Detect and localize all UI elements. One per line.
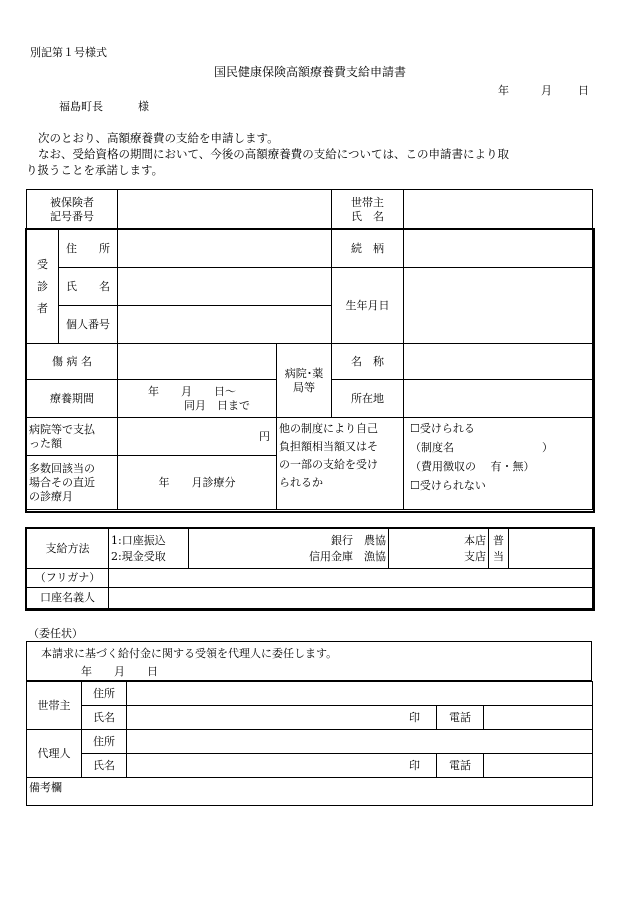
relation-field[interactable] [404,230,593,268]
personal-number-field[interactable] [118,306,332,344]
date-year-label: 年 [498,84,509,97]
patient-label: 受 診 者 [27,230,59,344]
householder-name-label: 氏名 [82,706,127,730]
householder-name-field[interactable] [127,706,437,730]
application-form-table [26,189,593,510]
delegation-heading: （委任状） [28,627,83,640]
addressee: 福島町長 [59,100,103,113]
hospital-label: 病院･薬 局等 [277,344,332,418]
delegation-table [26,681,593,806]
address-field[interactable] [118,230,332,268]
period-to: 同月 日まで [184,398,250,412]
option-cost-collection[interactable]: （費用徴収の 有・無） [410,460,535,473]
agent-phone-field[interactable] [484,754,593,778]
amount-paid-label: 病院等で支払 った額 [27,418,118,456]
furigana-label: （フリガナ） [27,569,109,588]
agent-address-label: 住所 [82,730,127,754]
delegation-date: 年 月 日 [81,665,158,678]
amount-paid-field[interactable] [118,418,277,456]
householder-address-label: 住所 [82,682,127,706]
yen-unit: 円 [259,429,270,443]
form-title: 国民健康保険高額療養費支給申請書 [214,65,407,79]
seal-mark: 印 [409,758,420,772]
hospital-name-field[interactable] [404,344,593,380]
intro-line-3: り扱うことを承諾します。 [26,163,164,177]
agent-phone-label: 電話 [437,754,484,778]
householder-phone-field[interactable] [484,706,593,730]
account-type-label: 普 当 [489,529,509,569]
patient-name-label: 氏 名 [59,268,118,306]
agent-name-field[interactable] [127,754,437,778]
multiple-visit-label: 多数回該当の 場合その直近 の診療月 [27,456,118,510]
account-holder-label: 口座名義人 [27,588,109,609]
account-holder-field[interactable] [109,588,593,609]
option-not-receivable[interactable]: ☐受けられない [410,479,486,492]
agent-label: 代理人 [27,730,82,778]
agent-name-label: 氏名 [82,754,127,778]
disease-label: 傷 病 名 [27,344,118,380]
householder-address-field[interactable] [127,682,593,706]
form-number: 別記第１号様式 [30,46,107,59]
furigana-field[interactable] [109,569,593,588]
bank-type-field[interactable]: 銀行 農協 信用金庫 漁協 [189,529,389,569]
householder-phone-label: 電話 [437,706,484,730]
agent-address-field[interactable] [127,730,593,754]
location-field[interactable] [404,380,593,418]
address-label: 住 所 [59,230,118,268]
remarks-field[interactable] [27,778,593,806]
birthdate-field[interactable] [404,268,593,344]
account-number-field[interactable] [509,529,593,569]
householder-name-label: 世帯主 氏 名 [332,190,404,230]
intro-line-2: なお、受給資格の期間において、今後の高額療養費の支給については、この申請書により取 [38,147,510,161]
option-bank-transfer[interactable]: 1:口座振込 [111,533,166,547]
option-system-name[interactable]: （制度名 ） [410,441,554,454]
delegation-statement: 本請求に基づく給付金に関する受領を代理人に委任します。 [41,647,338,660]
insured-number-label: 被保険者 記号番号 [27,190,118,230]
patient-name-field[interactable] [118,268,332,306]
relation-label: 続 柄 [332,230,404,268]
payment-method-label: 支給方法 [27,529,109,569]
treatment-period-field[interactable] [118,380,277,418]
intro-line-1: 次のとおり、高額療養費の支給を申請します。 [38,131,279,145]
date-month-label: 月 [541,84,552,97]
payment-table [26,528,593,609]
other-system-options[interactable] [404,418,593,510]
insured-number-field[interactable] [118,190,332,230]
other-system-question: 他の制度により自己 負担額相当額又はそ の一部の支給を受け られるか [277,418,404,510]
period-from: 年 月 日～ [148,384,236,398]
branch-type-field[interactable]: 本店 支店 [389,529,489,569]
remarks-label: 備考欄 [29,781,62,794]
personal-number-label: 個人番号 [59,306,118,344]
seal-mark: 印 [409,710,420,724]
multiple-visit-field[interactable]: 年 月診療分 [118,456,277,510]
date-day-label: 日 [578,84,589,97]
delegation-statement-box [26,641,592,681]
location-label: 所在地 [332,380,404,418]
option-cash[interactable]: 2:現金受取 [111,549,166,563]
treatment-period-label: 療養期間 [27,380,118,418]
householder-label: 世帯主 [27,682,82,730]
birthdate-label: 生年月日 [332,268,404,344]
hospital-name-label: 名 称 [332,344,404,380]
option-receivable[interactable]: ☐受けられる [410,422,475,435]
addressee-honorific: 様 [138,100,149,113]
disease-field[interactable] [118,344,277,380]
payment-method-options[interactable] [109,529,189,569]
householder-name-field[interactable] [404,190,593,230]
